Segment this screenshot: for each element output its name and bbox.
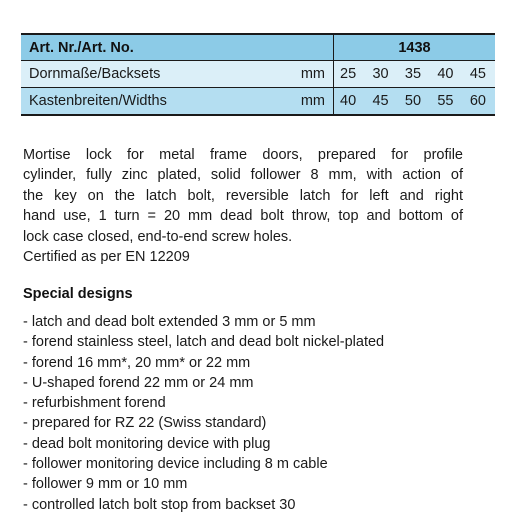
widths-values: [334, 88, 496, 116]
list-item: - controlled latch bolt stop from backset 30: [23, 496, 296, 513]
widths-unit: mm: [269, 88, 334, 116]
list-item: - follower 9 mm or 10 mm: [23, 476, 188, 493]
list-item: - latch and dead bolt extended 3 mm or 5 mm: [23, 314, 316, 330]
backset-value: 40: [437, 66, 454, 82]
backsets-label: Dornmaße/Backsets: [21, 61, 269, 88]
description-line: Mortise lock for metal frame doors, prepared for profile: [23, 147, 463, 163]
list-item: - refurbishment forend: [23, 395, 166, 412]
backset-value: 25: [340, 66, 357, 82]
description-line: lock case closed, end-to-end screw holes.: [23, 228, 293, 245]
width-value: 60: [469, 93, 486, 109]
backset-value: 30: [372, 66, 389, 82]
description-line: cylinder, fully zinc plated, solid follower 8 mm, with action of: [23, 167, 463, 184]
width-value: 40: [340, 93, 357, 109]
product-description: [23, 145, 463, 267]
width-value: 50: [404, 93, 422, 109]
certification-line: Certified as per EN 12209: [23, 249, 190, 266]
width-value: 45: [372, 93, 389, 109]
list-item: - prepared for RZ 22 (Swiss standard): [23, 415, 267, 432]
spec-table-header-row: [21, 34, 495, 61]
backset-value: 35: [404, 66, 422, 82]
list-item: - forend stainless steel, latch and dead bolt nickel-plated: [23, 334, 385, 351]
list-item: - forend 16 mm*, 20 mm* or 22 mm: [23, 354, 251, 371]
special-designs-heading: Special designs: [23, 286, 133, 302]
spec-table-row-backsets: [21, 61, 495, 88]
list-item: - U-shaped forend 22 mm or 24 mm: [23, 374, 254, 391]
special-designs-list: [23, 312, 384, 515]
spec-table: [21, 33, 495, 116]
spec-table-row-widths: [21, 88, 495, 116]
backsets-unit: mm: [269, 61, 334, 88]
description-line: the key on the latch bolt, reversible latch for left and right: [23, 187, 463, 204]
description-line: hand use, 1 turn = 20 mm dead bolt throw, top and bottom of: [23, 208, 463, 225]
backset-value: 45: [469, 66, 486, 82]
article-number-value: 1438: [334, 34, 496, 61]
backsets-values: [334, 61, 496, 88]
width-value: 55: [437, 93, 454, 109]
list-item: - dead bolt monitoring device with plug: [23, 435, 271, 452]
list-item: - follower monitoring device including 8 m cable: [23, 456, 328, 473]
article-number-label: Art. Nr./Art. No.: [21, 34, 334, 61]
widths-label: Kastenbreiten/Widths: [21, 88, 269, 116]
